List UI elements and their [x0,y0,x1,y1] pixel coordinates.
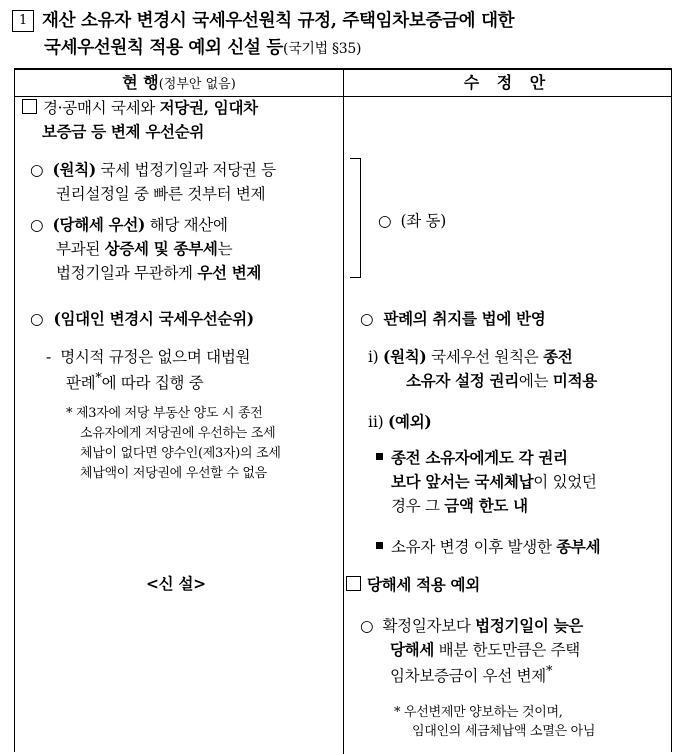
right-item-ii [368,410,431,434]
left-dash-item-cont [66,369,203,395]
text-bold: 금액 한도 내 [444,496,528,515]
left-footnote-3: 체납이 없다면 양수인(제3자)의 조세 [80,446,281,461]
right-section-2 [346,573,480,597]
header-revised: 수 정 안 [463,73,552,92]
header-current-label: 현 행 [122,73,159,92]
text: 명시적 규정은 없으며 대법원 [60,348,251,366]
left-footnote-4: 체납액이 저당권에 우선할 수 없음 [80,466,267,481]
text: 소유자 변경 이후 발생한 [391,538,557,556]
text-bold: 저당권, 임대차 [159,98,258,117]
text: 부과된 [56,240,105,258]
title-line-1: 재산 소유자 변경시 국세우선원칙 규정, 주택임차보증금에 대한 [42,11,515,31]
text: 법정기일과 무관하게 [56,264,198,282]
right-point-exception-cont [390,638,580,662]
left-point-priority-cont [56,237,232,261]
text-bold: 당해세 적용 예외 [367,575,480,594]
footnote-mark: * [95,371,102,386]
text: 해당 재산에 [145,216,228,234]
header-current [15,70,343,96]
footnote-mark: * [394,705,401,720]
right-footnote-2: 임대인의 세금체납액 소멸은 아님 [412,724,596,739]
left-point-principle [30,158,276,182]
circle-bullet-icon: ○ [378,212,392,230]
title-text-2: 국세우선원칙 적용 예외 신설 등 [44,38,284,58]
text-bold: (당해세 우선) [52,215,146,234]
text-bold: 당해세 [390,640,435,659]
right-bullet-1-cont [391,470,597,494]
left-point-principle-cont: 권리설정일 중 빠른 것부터 변제 [56,185,266,203]
right-item-i-cont [406,369,597,393]
checkbox-square-icon [22,99,37,114]
left-point-landlord [30,307,254,331]
right-bullet-1-cont2 [391,494,528,518]
text: 에 따라 집행 중 [101,374,204,393]
square-bullet-icon [376,453,383,460]
text-bold: 종전 [543,347,573,366]
left-section-1-cont: 보증금 등 변제 우선순위 [42,122,205,141]
text-bold: 보다 앞서는 국세체납 [391,472,534,491]
text: 임차보증금이 우선 변제 [390,667,546,686]
right-item-i [368,345,572,369]
text: 제3자에 저당 부동산 양도 시 종전 [76,406,263,421]
bracket-shape [350,158,361,278]
right-point-precedent [360,307,545,331]
text-bold: 법정기일이 늦은 [475,616,583,635]
right-point-exception [360,614,583,638]
circle-bullet-icon: ○ [360,617,374,635]
new-provision-label: <신 설> [146,574,206,593]
dash-bullet-icon: - [46,348,51,366]
right-same-as-left [378,209,446,233]
checkbox-square-icon [346,576,361,591]
left-footnote-1 [66,404,263,423]
roman-numeral: ⅱ) [368,413,384,431]
text-bold: (예외) [388,412,432,431]
text: 배분 한도만큼은 주택 [434,641,580,659]
column-divider [343,70,344,754]
left-section-1 [22,96,258,120]
circle-bullet-icon: ○ [30,310,44,328]
section-title [12,8,672,63]
circle-bullet-icon: ○ [360,310,374,328]
square-bullet-icon [376,542,383,549]
right-point-exception-cont2 [390,662,552,688]
circle-bullet-icon: ○ [30,161,44,179]
right-bullet-2 [376,535,600,559]
text: 확정일자보다 [382,617,476,635]
footnote-mark: * [66,406,73,421]
left-point-priority [30,213,228,237]
text: 에는 [518,372,553,390]
text-bold: (원칙) [383,347,427,366]
roman-numeral: ⅰ) [368,348,379,366]
text-bold: 종부세 [556,537,601,556]
text: 국세 법정기일과 저당권 등 [95,161,276,179]
text: 우선변제만 양보하는 것이며, [404,705,563,720]
text-bold: 소유자 설정 권리 [406,371,519,390]
title-line-2 [12,35,672,63]
text: 경우 그 [391,497,445,515]
left-point-priority-cont2 [56,261,261,285]
text: 국세우선 원칙은 [426,348,544,366]
text: (좌 동) [400,212,446,230]
right-bullet-1 [376,446,568,470]
text-bold: 종전 소유자에게도 각 권리 [391,448,568,467]
text: 경·공매시 국세와 [43,99,160,117]
footnote-mark: * [546,664,553,679]
left-footnote-2: 소유자에게 저당권에 우선하는 조세 [80,426,276,441]
text-bold: 상증세 및 종부세 [104,239,218,258]
text: 판례 [66,374,96,393]
text: 는 [217,240,233,258]
circle-bullet-icon: ○ [30,216,44,234]
law-reference: (국기법 §35) [283,41,362,57]
section-number: 1 [12,10,34,32]
text-bold: (임대인 변경시 국세우선순위) [53,309,254,328]
text-bold: (원칙) [52,160,96,179]
text: 이 있었던 [533,473,597,491]
header-current-sub: (정부안 없음) [158,77,236,92]
text-bold: 판례의 취지를 법에 반영 [383,309,546,328]
left-dash-item [46,345,250,369]
text-bold: 미적용 [552,371,597,390]
text-bold: 우선 변제 [197,263,262,282]
right-footnote-1 [394,703,563,722]
